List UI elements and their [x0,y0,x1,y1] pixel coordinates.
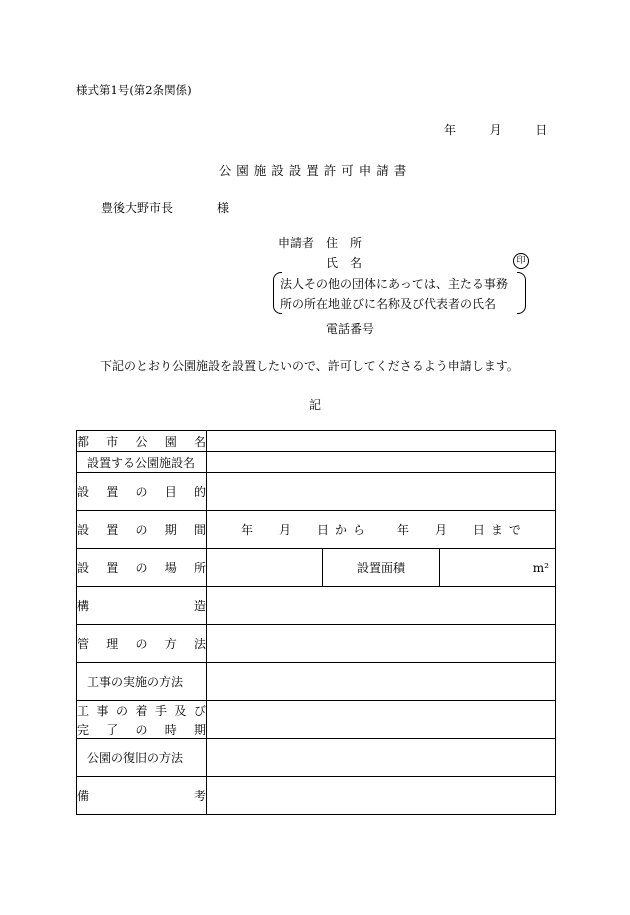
label-char: 設 [77,561,90,575]
label-construction-method [77,663,207,701]
applicant-note-line2: 所の所在地並びに名称及び代表者の氏名 [280,297,497,311]
label-location [77,549,207,587]
label-area [323,549,439,587]
label-char: 公 [135,434,148,449]
value-restoration[interactable] [207,739,556,777]
date-year: 年 [444,123,457,137]
row-location [77,549,556,587]
label-char: 手 [154,703,167,718]
label-char: 名 [193,434,206,449]
period-year-to: 年 [396,523,409,537]
period-month-to: 月 [434,523,447,537]
row-park-name [77,431,556,452]
label-char: 着 [135,703,148,718]
label-char: 工 [77,703,90,718]
label-char: 時 [164,722,177,737]
label-text: 公園の復旧の方法 [87,751,184,765]
value-area[interactable] [439,549,555,587]
label-char: 事 [96,703,109,718]
value-location[interactable] [207,549,323,587]
application-date [444,121,547,138]
label-remarks [77,777,207,815]
label-char: 方 [164,637,177,651]
value-construction-method[interactable] [207,663,556,701]
intro-text: 下記のとおり公園施設を設置したいので、許可してくださるよう申請します。 [100,359,519,373]
bracket-right [517,272,526,314]
area-unit: m² [532,560,549,575]
applicant-name-label: 氏 名 [326,256,363,270]
label-char: の [135,561,148,575]
label-char: の [135,523,148,537]
row-purpose [77,473,556,511]
label-char: の [115,703,128,718]
label-char: 備 [77,789,90,803]
label-char: 及 [174,703,187,718]
addressee [101,199,230,216]
label-char: 置 [106,485,119,499]
label-char: 理 [106,637,119,651]
label-char: 期 [164,523,177,537]
ki-heading: 記 [308,398,321,412]
label-char: 期 [193,722,206,737]
row-structure [77,587,556,625]
row-remarks [77,777,556,815]
label-text: 工事の実施の方法 [87,675,184,689]
period-day-to: 日まで [472,523,527,537]
label-char: 置 [106,561,119,575]
label-char: び [193,703,206,718]
label-char: 市 [106,434,119,449]
label-timing [77,701,207,739]
applicant-role: 申請者 [278,236,315,250]
date-month: 月 [489,123,502,137]
row-period [77,511,556,549]
label-purpose [77,473,207,511]
label-restoration [77,739,207,777]
seal-icon: 印 [513,253,529,269]
applicant-note-line1: 法人その他の団体にあっては、主たる事務 [280,277,508,291]
label-char: 構 [77,599,90,613]
value-timing[interactable] [207,701,556,739]
row-construction-method [77,663,556,701]
label-char: 園 [164,434,177,449]
label-char: 考 [193,789,206,803]
label-structure [77,587,207,625]
value-management[interactable] [207,625,556,663]
label-char: 法 [193,637,206,651]
label-char: の [135,637,148,651]
label-char: 造 [193,599,206,613]
addressee-name: 豊後大野市長 [101,201,174,215]
label-char: 完 [77,722,90,737]
label-text: 設置面積 [356,561,405,575]
label-char: 管 [77,637,90,651]
label-char: 設 [77,485,90,499]
value-purpose[interactable] [207,473,556,511]
addressee-honorific: 様 [217,201,230,215]
applicant-phone-label: 電話番号 [326,322,375,336]
document-title: 公園施設設置許可申請書 [218,163,412,178]
label-park-name [77,431,207,452]
application-table [76,430,556,815]
label-char: の [135,722,148,737]
label-char: 都 [77,434,90,449]
date-day: 日 [535,123,548,137]
row-management [77,625,556,663]
label-char: 場 [164,561,177,575]
label-char: 的 [193,485,206,499]
label-management [77,625,207,663]
value-remarks[interactable] [207,777,556,815]
value-period[interactable] [207,511,556,549]
row-timing [77,701,556,739]
label-char: 了 [106,722,119,737]
label-char: 目 [164,485,177,499]
label-char: 所 [193,561,206,575]
period-day-from: 日から [316,523,371,537]
period-year-from: 年 [241,523,254,537]
value-park-name[interactable] [207,431,556,452]
label-char: の [135,485,148,499]
label-char: 置 [106,523,119,537]
row-restoration [77,739,556,777]
label-char: 設 [77,523,90,537]
label-char: 間 [193,523,206,537]
applicant-address-label: 住 所 [326,236,363,250]
value-structure[interactable] [207,587,556,625]
value-facility-name[interactable] [207,452,556,473]
period-month-from: 月 [278,523,291,537]
label-text: 設置する公園施設名 [87,455,196,470]
label-period [77,511,207,549]
label-facility-name [77,452,207,473]
row-facility-name [77,452,556,473]
form-number: 様式第1号(第2条関係) [76,83,192,97]
